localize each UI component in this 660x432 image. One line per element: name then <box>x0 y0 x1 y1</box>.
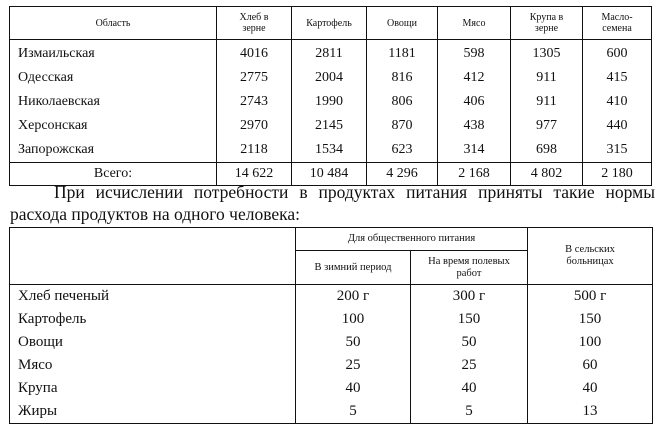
harvest-value: 406 <box>438 90 511 114</box>
harvest-value: 623 <box>367 138 438 163</box>
norm-value: 40 <box>296 377 411 400</box>
harvest-row <box>10 40 652 67</box>
harvest-value: 2970 <box>217 114 292 138</box>
norm-value: 5 <box>411 400 528 424</box>
norms-header-row <box>10 228 653 251</box>
harvest-value: 806 <box>367 90 438 114</box>
header-potato: Картофель <box>292 7 367 40</box>
harvest-value: 2004 <box>292 66 367 90</box>
header-groats: Крупа в зерне <box>511 7 583 40</box>
harvest-value: 598 <box>438 40 511 67</box>
total-value: 14 622 <box>217 163 292 186</box>
harvest-value: 415 <box>583 66 652 90</box>
region-name: Херсонская <box>10 114 217 138</box>
norm-value: 60 <box>528 354 653 377</box>
norm-row <box>10 331 653 354</box>
norms-table <box>9 227 653 424</box>
norm-value: 100 <box>528 331 653 354</box>
harvest-value: 698 <box>511 138 583 163</box>
product-name: Жиры <box>10 400 296 424</box>
header-meat: Мясо <box>438 7 511 40</box>
header-product-blank <box>10 228 296 285</box>
norm-row <box>10 285 653 309</box>
header-field-work: На время полевых работ <box>411 251 528 285</box>
total-value: 4 802 <box>511 163 583 186</box>
header-winter: В зимний период <box>296 251 411 285</box>
product-name: Мясо <box>10 354 296 377</box>
harvest-value: 1181 <box>367 40 438 67</box>
harvest-value: 911 <box>511 66 583 90</box>
harvest-value: 410 <box>583 90 652 114</box>
region-name: Измаильская <box>10 40 217 67</box>
harvest-value: 977 <box>511 114 583 138</box>
header-vegetables: Овощи <box>367 7 438 40</box>
harvest-value: 440 <box>583 114 652 138</box>
harvest-value: 412 <box>438 66 511 90</box>
total-label: Всего: <box>10 163 217 186</box>
norm-value: 25 <box>411 354 528 377</box>
harvest-value: 314 <box>438 138 511 163</box>
total-value: 2 168 <box>438 163 511 186</box>
norm-value: 150 <box>411 308 528 331</box>
harvest-value: 2811 <box>292 40 367 67</box>
harvest-row <box>10 114 652 138</box>
norm-value: 5 <box>296 400 411 424</box>
norm-value: 300 г <box>411 285 528 309</box>
harvest-row <box>10 66 652 90</box>
norm-value: 150 <box>528 308 653 331</box>
total-value: 10 484 <box>292 163 367 186</box>
harvest-table <box>9 6 652 186</box>
norm-value: 500 г <box>528 285 653 309</box>
norms-paragraph: При исчислении потребности в продуктах питания приняты такие нормы расхода продуктов на одного человека: <box>10 182 655 224</box>
product-name: Картофель <box>10 308 296 331</box>
harvest-value: 2118 <box>217 138 292 163</box>
norm-value: 200 г <box>296 285 411 309</box>
harvest-value: 816 <box>367 66 438 90</box>
harvest-value: 600 <box>583 40 652 67</box>
region-name: Одесская <box>10 66 217 90</box>
product-name: Хлеб печеный <box>10 285 296 309</box>
region-name: Николаевская <box>10 90 217 114</box>
harvest-value: 911 <box>511 90 583 114</box>
norm-row <box>10 400 653 424</box>
norm-row <box>10 377 653 400</box>
total-value: 4 296 <box>367 163 438 186</box>
total-value: 2 180 <box>583 163 652 186</box>
harvest-value: 2145 <box>292 114 367 138</box>
harvest-value: 438 <box>438 114 511 138</box>
product-name: Овощи <box>10 331 296 354</box>
header-oilseeds: Масло-семена <box>583 7 652 40</box>
harvest-row <box>10 90 652 114</box>
harvest-value: 4016 <box>217 40 292 67</box>
norm-value: 50 <box>411 331 528 354</box>
norm-value: 13 <box>528 400 653 424</box>
header-hospitals: В сельских больницах <box>528 228 653 285</box>
header-region: Область <box>10 7 217 40</box>
harvest-value: 1534 <box>292 138 367 163</box>
norm-value: 50 <box>296 331 411 354</box>
harvest-value: 315 <box>583 138 652 163</box>
region-name: Запорожская <box>10 138 217 163</box>
header-public-catering: Для общественного питания <box>296 228 528 251</box>
norm-value: 100 <box>296 308 411 331</box>
norm-value: 40 <box>528 377 653 400</box>
harvest-row <box>10 138 652 163</box>
harvest-value: 2743 <box>217 90 292 114</box>
harvest-value: 1305 <box>511 40 583 67</box>
harvest-value: 870 <box>367 114 438 138</box>
norm-value: 25 <box>296 354 411 377</box>
harvest-value: 2775 <box>217 66 292 90</box>
product-name: Крупа <box>10 377 296 400</box>
harvest-value: 1990 <box>292 90 367 114</box>
norm-row <box>10 308 653 331</box>
harvest-header-row <box>10 7 652 40</box>
header-grain: Хлеб в зерне <box>217 7 292 40</box>
norm-value: 40 <box>411 377 528 400</box>
norm-row <box>10 354 653 377</box>
